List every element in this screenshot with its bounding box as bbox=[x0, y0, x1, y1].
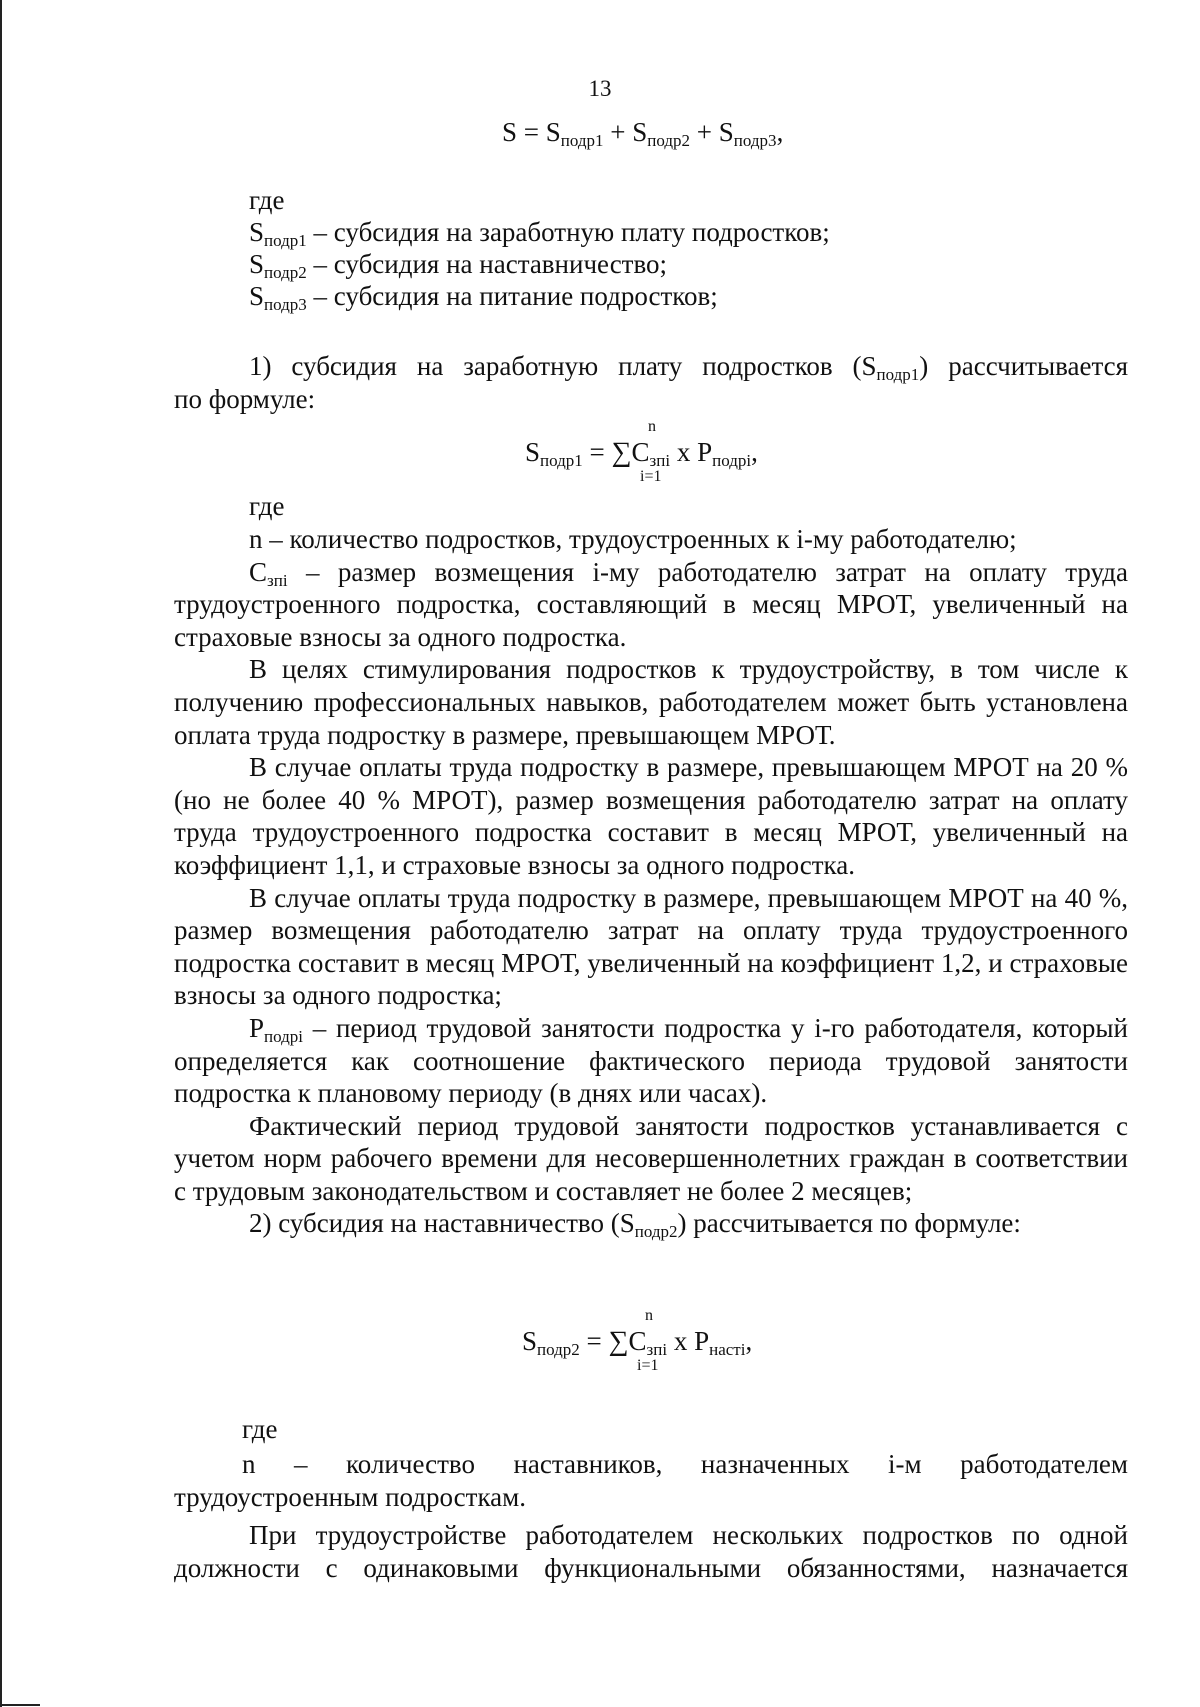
formula-1-c: C bbox=[631, 437, 650, 467]
formula-2-times-p: x P bbox=[667, 1326, 710, 1356]
final-block bbox=[174, 1448, 1128, 1584]
def-c-symbol: C bbox=[249, 556, 268, 587]
formula-1-times-p: x P bbox=[670, 437, 713, 467]
formula-main-sub2: подр2 bbox=[647, 131, 691, 150]
formula-2-c-sub: зпi bbox=[646, 1340, 668, 1359]
definition-c-zp bbox=[174, 556, 1128, 654]
item-1-sub: подр1 bbox=[876, 365, 920, 384]
item-2-post: ) рассчитывается по формуле: bbox=[677, 1208, 1021, 1239]
paragraph-20-percent: В случае оплаты труда подростку в размере, превышающем МРОТ на 20 % (но не более 40 % МРОТ), размер возмещения работодателю затрат на оплату труда трудоустроенного подростка составит в месяц МРОТ, увеличенный на коэффициент 1,1, и страховые взносы за одного подростка. bbox=[174, 752, 1128, 880]
where-label-2: где bbox=[249, 491, 285, 521]
formula-2-lower-limit: i=1 bbox=[637, 1357, 659, 1374]
formula-2-p-sub: настi bbox=[709, 1340, 746, 1359]
main-definitions-block bbox=[174, 523, 1128, 1240]
def-s1-symbol: S bbox=[249, 217, 265, 247]
formula-1 bbox=[525, 418, 845, 488]
formula-2-eq: = bbox=[579, 1326, 609, 1356]
item-2-paragraph bbox=[174, 1207, 1128, 1240]
def-s2-text: – субсидия на наставничество; bbox=[306, 249, 668, 279]
formula-2-body bbox=[522, 1323, 752, 1360]
formula-2-tail: , bbox=[745, 1326, 753, 1356]
item-1-post: ) рассчитывается bbox=[919, 351, 1128, 381]
where-label-3: где bbox=[242, 1414, 278, 1444]
definition-p-podr bbox=[174, 1012, 1128, 1110]
formula-main-sub1: подр1 bbox=[560, 131, 604, 150]
item-2-pre: 2) субсидия на наставничество (S bbox=[249, 1208, 635, 1239]
def-c-sub: зпi bbox=[267, 570, 288, 590]
def-p-text: – период трудовой занятости подростка у i-го работодателя, который определяется как соотношение фактического периода трудовой занятости подростка к плановому периоду (в днях или часах). bbox=[174, 1012, 1128, 1109]
def-p-sub: подрi bbox=[264, 1026, 304, 1046]
formula-main-lhs: S = S bbox=[502, 117, 561, 147]
page-number: 13 bbox=[588, 76, 612, 101]
formula-1-p-sub: подрi bbox=[712, 451, 752, 470]
formula-1-lower-limit: i=1 bbox=[640, 468, 662, 485]
def-s3-text: – субсидия на питание подростков; bbox=[306, 281, 718, 311]
paragraph-actual-period: Фактический период трудовой занятости подростков устанавливается с учетом норм рабочего времени для несовершеннолетних граждан в соответствии с трудовым законодательством и составляет не более 2 месяцев; bbox=[174, 1110, 1128, 1206]
item-1-line2: по формуле: bbox=[174, 383, 316, 414]
item-2-sub: подр2 bbox=[634, 1222, 678, 1242]
formula-2 bbox=[522, 1307, 852, 1377]
formula-main bbox=[502, 114, 783, 150]
def-p-symbol: P bbox=[249, 1012, 265, 1043]
formula-2-lhs: S bbox=[522, 1326, 538, 1356]
formula-1-body bbox=[525, 434, 758, 471]
item-1-paragraph bbox=[174, 350, 1128, 415]
formula-main-plus2: + S bbox=[690, 117, 734, 147]
paragraph-stimulation: В целях стимулирования подростков к трудоустройству, в том числе к получению профессиональных навыков, работодателем может быть установлена оплата труда подростку в размере, превышающем МРОТ. bbox=[174, 654, 1128, 750]
definition-s-podr2 bbox=[249, 246, 667, 282]
formula-2-c: C bbox=[628, 1326, 647, 1356]
definition-n-1: n – количество подростков, трудоустроенных к i-му работодателю; bbox=[249, 524, 1017, 554]
formula-1-sigma: ∑ bbox=[611, 437, 632, 468]
formula-2-sigma: ∑ bbox=[608, 1326, 629, 1357]
paragraph-40-percent: В случае оплаты труда подростку в размере, превышающем МРОТ на 40 %, размер возмещения работодателю затрат на оплату труда трудоустроенного подростка составит в месяц МРОТ, увеличенный на коэффициент 1,2, и страховые взносы за одного подростка; bbox=[174, 882, 1128, 1011]
formula-2-upper-limit: n bbox=[645, 1307, 653, 1324]
formula-main-tail: , bbox=[776, 117, 784, 147]
formula-main-plus1: + S bbox=[603, 117, 648, 147]
item-1-pre: 1) субсидия на заработную плату подростков (S bbox=[249, 351, 877, 381]
formula-main-sub3: подр3 bbox=[733, 131, 777, 150]
formula-1-tail: , bbox=[751, 437, 758, 467]
formula-1-upper-limit: n bbox=[648, 418, 656, 435]
where-label-1: где bbox=[249, 185, 285, 215]
formula-1-c-sub: зпi bbox=[649, 451, 671, 470]
def-c-text: – размер возмещения i-му работодателю затрат на оплату труда трудоустроенного подростка, составляющий в месяц МРОТ, увеличенный на страховые взносы за одного подростка. bbox=[174, 556, 1128, 652]
def-s1-text: – субсидия на заработную плату подростков; bbox=[306, 217, 830, 247]
definition-s-podr1 bbox=[249, 214, 830, 250]
paragraph-multiple-hires: При трудоустройстве работодателем нескольких подростков по одной должности с одинаковыми функциональными обязанностями, назначается bbox=[174, 1520, 1128, 1583]
formula-1-lhs-sub: подр1 bbox=[540, 451, 583, 470]
def-s2-symbol: S bbox=[249, 249, 265, 279]
formula-1-eq: = bbox=[582, 437, 612, 467]
def-s3-sub: подр3 bbox=[264, 295, 307, 314]
def-s2-sub: подр2 bbox=[264, 263, 307, 282]
definition-s-podr3 bbox=[249, 278, 718, 314]
formula-1-lhs: S bbox=[525, 437, 541, 467]
definition-n-2: n – количество наставников, назначенных i-м работодателем трудоустроенным подросткам. bbox=[174, 1449, 1128, 1512]
formula-2-lhs-sub: подр2 bbox=[537, 1340, 580, 1359]
def-s1-sub: подр1 bbox=[264, 231, 307, 250]
def-s3-symbol: S bbox=[249, 281, 265, 311]
